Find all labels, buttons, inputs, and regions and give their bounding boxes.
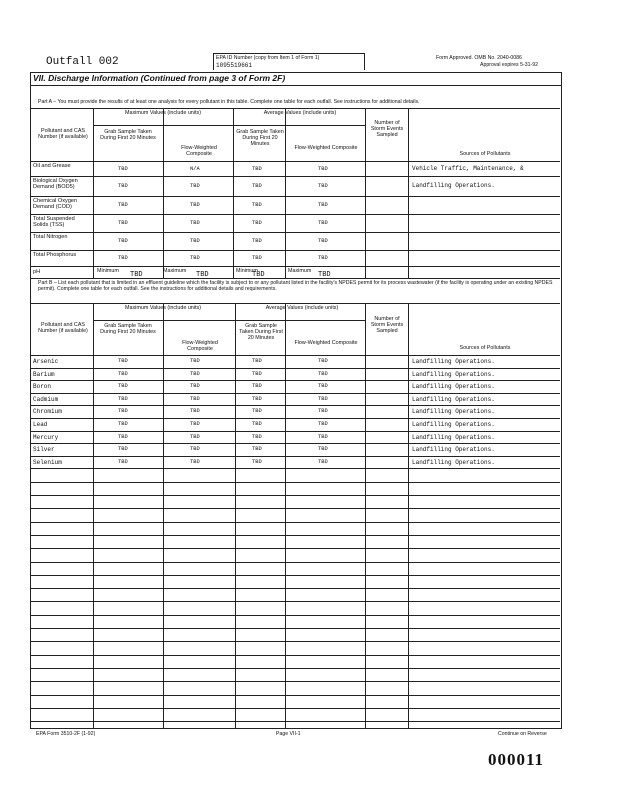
part-b-max-flow: TBD [190, 408, 200, 415]
part-b-avg-grab: TBD [252, 358, 262, 364]
part-a-max-flow: TBD [190, 220, 200, 226]
part-b-max-grab: TBD [118, 433, 128, 440]
part-a-pollutant-name: Total Phosphorus [33, 252, 77, 258]
part-a-source: Vehicle Traffic, Maintenance, & [412, 164, 524, 172]
part-b-max-flow: TBD [190, 395, 200, 402]
part-a-pollutant-name: Chemical Oxygen Demand (COD) [33, 198, 78, 211]
part-a-col-events: Number of Storm Events Sampled [370, 120, 404, 139]
part-b-max-flow: TBD [190, 383, 200, 390]
blank-row-line [30, 708, 560, 709]
ph-label: pH [33, 269, 41, 275]
part-a-max-flow: TBD [190, 255, 200, 261]
part-b-max-flow: TBD [190, 358, 200, 364]
part-b-source: Landfilling Operations. [412, 395, 495, 403]
part-a-pollutant-name: Total Suspended Solids (TSS) [33, 216, 75, 229]
part-b-max-flow: TBD [190, 446, 200, 453]
part-b-pollutant-name: Boron [33, 383, 52, 391]
part-a-col-pollutant: Pollutant and CAS Number (if available) [38, 128, 88, 141]
blank-row-line [30, 522, 560, 523]
blank-row-line [30, 548, 560, 549]
part-b-max-grab: TBD [118, 446, 128, 453]
part-a-avg-grab: TBD [252, 202, 262, 208]
part-a-avg-grab: TBD [252, 238, 262, 244]
part-b-max-flow: TBD [190, 370, 200, 377]
blank-row-line [30, 628, 560, 629]
ph-value-4: TBD [318, 271, 331, 279]
part-b-max-flow: TBD [190, 433, 200, 440]
part-a-pollutant-name: Total Nitrogen [33, 234, 68, 240]
part-a-col-max-flow: Flow-Weighted Composite [181, 145, 217, 158]
footer-continue: Continue on Reverse [498, 731, 547, 737]
part-a-col-max-grab: Grab Sample Taken During First 20 Minutes [100, 129, 156, 142]
part-b-max-grab: TBD [118, 370, 128, 377]
part-a-avg-flow: TBD [318, 202, 328, 208]
part-b-pollutant-name: Lead [33, 421, 48, 428]
part-b-col-avg-grab: Grab Sample Taken During First 20 Minutes [239, 323, 283, 342]
part-b-avg-flow: TBD [318, 383, 328, 390]
part-b-col-max: Maximum Values (include units) [125, 305, 201, 311]
blank-row-line [30, 575, 560, 576]
part-a-pollutant-name: Biological Oxygen Demand (BOD5) [33, 178, 78, 191]
part-b-col-max-flow: Flow-Weighted Composite [182, 340, 218, 353]
part-a-pollutant-name: Oil and Grease [33, 163, 71, 169]
part-b-avg-grab: TBD [252, 421, 262, 427]
part-b-max-grab: TBD [118, 408, 128, 415]
part-a-col-max: Maximum Values (include units) [125, 110, 201, 116]
part-a-avg-grab: TBD [252, 183, 262, 189]
part-a-max-grab: TBD [118, 165, 128, 172]
epa-id-value: 1095519661 [216, 62, 253, 69]
part-a-col-avg-flow: Flow-Weighted Composite [294, 145, 358, 151]
part-a-max-flow: TBD [190, 183, 200, 189]
ph-maximum-1: Maximum [163, 268, 187, 274]
part-b-avg-flow: TBD [318, 395, 328, 402]
part-b-max-grab: TBD [118, 358, 128, 364]
part-b-avg-grab: TBD [252, 408, 262, 415]
outfall-label: Outfall 002 [46, 56, 119, 68]
blank-row-line [30, 601, 560, 602]
blank-row-line [30, 641, 560, 642]
part-b-col-pollutant: Pollutant and CAS Number (if available) [38, 322, 88, 335]
ph-minimum-2: Minimum [236, 268, 258, 274]
ph-value-3: TBD [252, 271, 265, 279]
part-b-avg-flow: TBD [318, 421, 328, 427]
part-a-instruction: Part A – You must provide the results of at least one analysis for every pollutant in this table. Complete one table for each outfall. See instructions for additional details. [38, 99, 420, 105]
part-b-pollutant-name: Barium [33, 370, 55, 378]
blank-row-line [30, 562, 560, 563]
part-b-pollutant-name: Selenium [33, 458, 62, 466]
part-b-avg-grab: TBD [252, 383, 262, 390]
part-a-avg-flow: TBD [318, 220, 328, 226]
part-b-pollutant-name: Silver [33, 446, 55, 454]
blank-row-line [30, 668, 560, 669]
part-b-source: Landfilling Operations. [412, 446, 495, 454]
part-a-max-grab: TBD [118, 220, 128, 226]
ph-value-2: TBD [196, 271, 209, 279]
part-a-avg-flow: TBD [318, 183, 328, 189]
epa-id-label: EPA ID Number (copy from Item 1 of Form 1) [216, 55, 320, 61]
part-b-source: Landfilling Operations. [412, 408, 495, 416]
part-a-col-avg: Average Values (include units) [263, 110, 337, 116]
part-b-instruction: Part B – List each pollutant that is limited in an effluent guideline which the facility is subject to or any pollutant listed in the facility's NPDES permit for its process wastewater (if the facility is operating under an existing NPDES permit). Complete one table for each outfall. See the instructions for additional details and requirements. [38, 280, 553, 292]
part-b-col-events: Number of Storm Events Sampled [370, 316, 404, 335]
part-b-avg-flow: TBD [318, 358, 328, 364]
part-b-avg-grab: TBD [252, 370, 262, 377]
part-b-max-grab: TBD [118, 458, 128, 465]
part-b-pollutant-name: Arsenic [33, 358, 59, 365]
blank-row-line [30, 615, 560, 616]
part-b-avg-flow: TBD [318, 446, 328, 453]
blank-row-line [30, 695, 560, 696]
part-a-avg-grab: TBD [252, 165, 262, 172]
part-a-avg-flow: TBD [318, 255, 328, 261]
blank-row-line [30, 508, 560, 509]
part-a-max-grab: TBD [118, 202, 128, 208]
section-title: VII. Discharge Information (Continued from page 3 of Form 2F) [33, 73, 286, 83]
part-b-source: Landfilling Operations. [412, 458, 495, 466]
part-b-pollutant-name: Mercury [33, 433, 59, 441]
part-b-col-avg-flow: Flow-Weighted Composite [294, 340, 358, 346]
part-a-avg-flow: TBD [318, 165, 328, 172]
blank-row-line [30, 721, 560, 722]
part-a-max-flow: N/A [190, 165, 200, 172]
part-a-col-avg-grab: Grab Sample Taken During First 20 Minutes [236, 129, 284, 148]
part-b-source: Landfilling Operations. [412, 358, 495, 365]
part-b-avg-grab: TBD [252, 433, 262, 440]
part-b-avg-flow: TBD [318, 433, 328, 440]
blank-row-line [30, 655, 560, 656]
blank-row-line [30, 495, 560, 496]
part-b-avg-flow: TBD [318, 458, 328, 465]
part-b-source: Landfilling Operations. [412, 421, 495, 428]
part-b-source: Landfilling Operations. [412, 433, 495, 441]
form-frame [30, 84, 562, 729]
blank-row-line [30, 681, 560, 682]
part-b-avg-grab: TBD [252, 395, 262, 402]
part-b-col-sources: Sources of Pollutants [459, 345, 511, 351]
footer-stamp: 000011 [488, 750, 545, 769]
form-approved: Form Approved. OMB No. 2040-0086 [436, 55, 522, 61]
footer-form-number: EPA Form 3510-2F (1-92) [36, 731, 96, 737]
part-a-max-flow: TBD [190, 202, 200, 208]
part-b-pollutant-name: Chromium [33, 408, 62, 416]
part-b-avg-grab: TBD [252, 446, 262, 453]
part-a-max-grab: TBD [118, 183, 128, 189]
part-b-max-flow: TBD [190, 458, 200, 465]
blank-row-line [30, 535, 560, 536]
part-b-pollutant-name: Cadmium [33, 395, 59, 403]
part-b-avg-flow: TBD [318, 370, 328, 377]
blank-row-line [30, 588, 560, 589]
approval-expires: Approval expires 5-31-92 [480, 62, 538, 68]
ph-minimum-1: Minimum [97, 268, 119, 274]
part-b-max-grab: TBD [118, 421, 128, 427]
part-a-max-grab: TBD [118, 255, 128, 261]
part-b-source: Landfilling Operations. [412, 383, 495, 391]
part-a-avg-grab: TBD [252, 255, 262, 261]
part-b-max-grab: TBD [118, 395, 128, 402]
part-b-avg-grab: TBD [252, 458, 262, 465]
ph-maximum-2: Maximum [288, 268, 312, 274]
part-b-max-grab: TBD [118, 383, 128, 390]
ph-value-1: TBD [130, 271, 143, 279]
part-b-col-avg: Average Values (include units) [265, 305, 339, 311]
part-b-col-max-grab: Grab Sample Taken During First 20 Minutes [100, 323, 156, 336]
footer-page: Page VII-1 [276, 731, 301, 737]
part-b-max-flow: TBD [190, 421, 200, 427]
part-b-source: Landfilling Operations. [412, 370, 495, 378]
part-b-avg-flow: TBD [318, 408, 328, 415]
part-a-col-sources: Sources of Pollutants [459, 151, 511, 157]
part-a-max-flow: TBD [190, 238, 200, 244]
blank-row-line [30, 482, 560, 483]
part-a-source: Landfilling Operations. [412, 182, 495, 189]
part-a-avg-grab: TBD [252, 220, 262, 226]
part-a-avg-flow: TBD [318, 238, 328, 244]
part-a-max-grab: TBD [118, 238, 128, 244]
